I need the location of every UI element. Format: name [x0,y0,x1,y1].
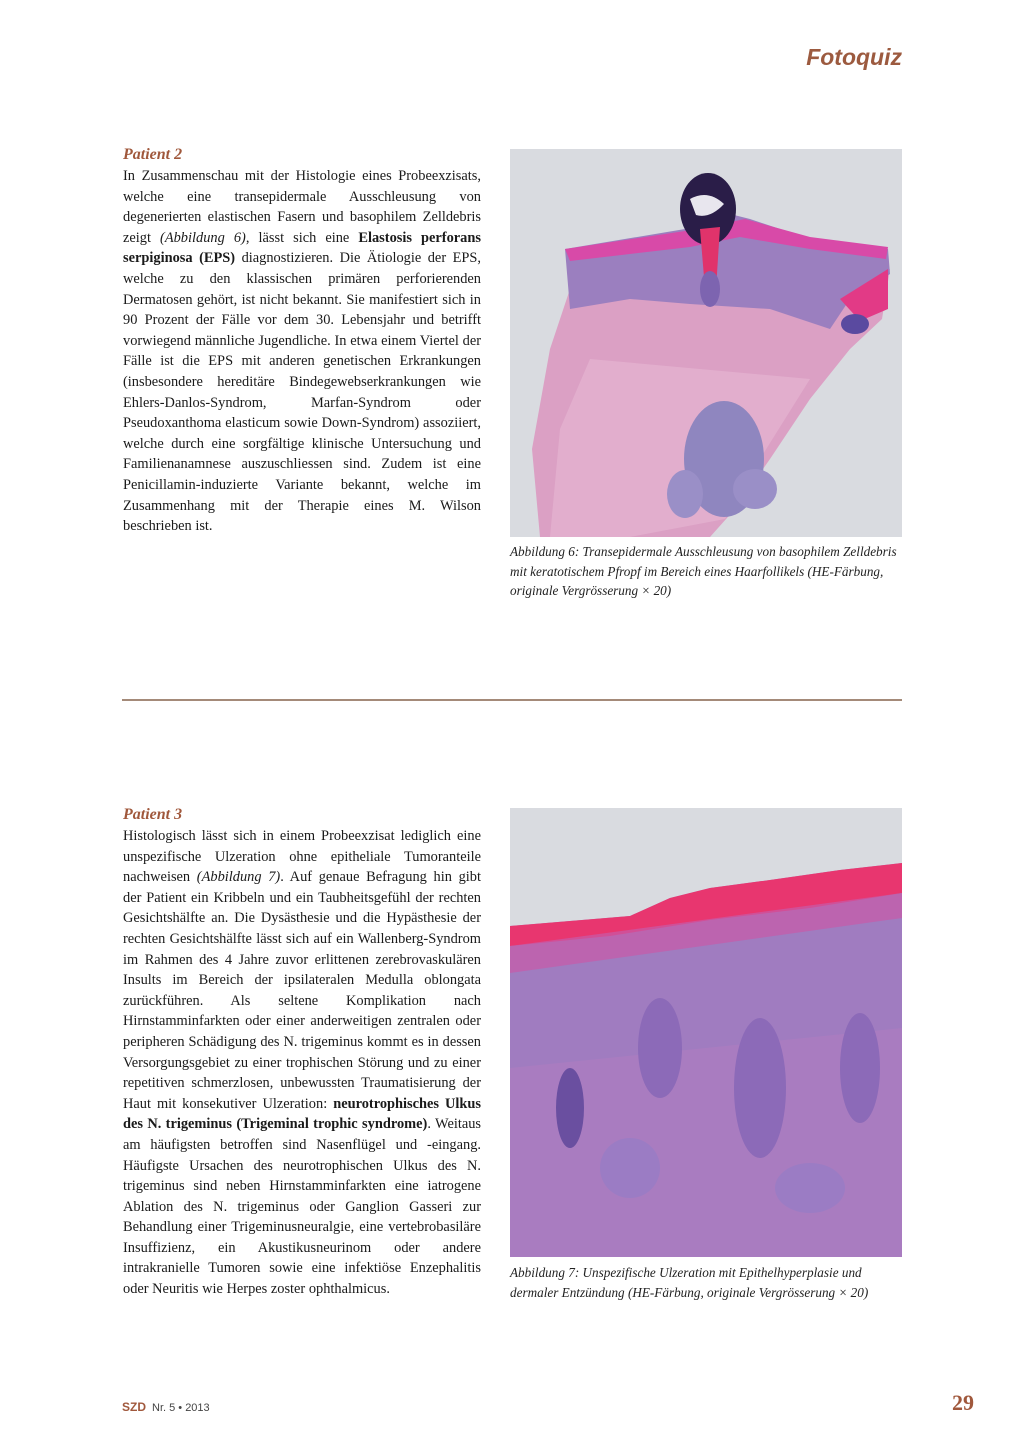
section-title: Fotoquiz [806,44,902,70]
figure-7-caption: Abbildung 7: Unspezifische Ulzeration mit Epithelhyperplasie und dermaler Entzündung (HE-Färbung, originale Vergrösserung × 20) [510,1265,869,1300]
diagnosis-trigeminal-trophic-syndrome: neurotrophisches Ulkus des N. trigeminus (Trigeminal trophic syndrome) [123,1095,481,1133]
diagnosis-eps: Elastosis perforans serpiginosa (EPS) [123,229,481,267]
figure-7-histology-image [510,808,902,1257]
page-number: 29 [952,1390,974,1415]
figure-6-caption: Abbildung 6: Transepidermale Ausschleusung von basophilem Zelldebris mit keratotischem Pfropf im Bereich eines Haarfollikels (HE-Färbung, originale Vergrösserung × 20) [510,544,897,599]
issue-number: Nr. 5 • 2013 [152,1402,210,1414]
patient-2-text-part-3: diagnostizieren. Die Ätiologie der EPS, welche zu den klassischen primären perforierenden Dermatosen gehört, ist nicht bekannt. Sie manifestiert sich in 90 Prozent der Fälle vor dem 30. Lebensjahr und betrifft vorwiegend männliche Jugendliche. In etwa einem Viertel der Fälle ist die EPS mit anderen genetischen Erkrankungen (insbesondere hereditäre Bindegewebserkrankungen wie Ehlers-Danlos-Syndrom, Marfan-Syndrom oder Pseudoxanthoma elasticum sowie Down-Syndrom) assoziiert, welche durch eine sorgfältige klinische Untersuchung und Familienanamnese auszuschliessen sind. Zudem ist eine Penicillamin-induzierte Variante bekannt, welche im Zusammenhang mit der Therapie eines M. Wilson beschrieben ist. [123,250,482,535]
patient-2-text-part-1: In Zusammenschau mit der Histologie eines Probeexzisats, welche eine transepidermale Ausschleusung von degenerierten elastischen Fasern und basophilem Zelldebris zeigt [123,168,481,246]
section-divider [122,699,902,701]
patient-3-heading: Patient 3 [123,806,183,823]
patient-2-text-part-2: , lässt sich eine [245,229,359,246]
patient-2-text [123,166,481,537]
journal-name: SZD [122,1400,146,1414]
patient-3-text-part-3: . Weitaus am häufigsten betroffen sind Nasenflügel und -eingang. Häufigste Ursachen des neurotrophischen Ulkus des N. trigeminus sind neben Hirnstamminfarkten eine iatrogene Ablation des N. trigeminus oder Ganglion Gasseri zur Behandlung einer Trigeminusneuralgie, eine vertebrobasiläre Insuffizienz, ein Akustikusneurinom oder andere intrakranielle Tumoren sowie eine infektiöse Enzephalitis oder Neuritis wie Herpes zoster ophthalmicus. [123,1116,482,1298]
figure-6-histology-image [510,149,902,537]
patient-3-text-part-1: Histologisch lässt sich in einem Probeexzisat lediglich eine unspezifische Ulzeration ohne epitheliale Tumoranteile nachweisen [123,828,481,886]
patient-3-text [123,826,481,1300]
footer [122,1400,210,1414]
figure-6-reference: (Abbildung 6) [160,229,246,246]
figure-7-reference: (Abbildung 7) [196,869,281,886]
patient-3-text-part-2: . Auf genaue Befragung hin gibt der Patient ein Kribbeln und ein Taubheitsgefühl der rechten Gesichtshälfte an. Die Dysästhesie und die Hypästhesie der rechten Gesichtshälfte lässt sich auf ein Wallenberg-Syndrom im Rahmen des 4 Jahre zuvor erlittenen zerebrovaskulären Insults im Bereich der ipsilateralen Medulla oblongata zurückführen. Als seltene Komplikation nach Hirnstamminfarkten oder einer anderweitigen zentralen oder peripheren Schädigung des N. trigeminus kommt es in dessen Versorgungsgebiet zu einer trophischen Störung und zu einer repetitiven schmerzlosen, unbewussten Traumatisierung der Haut mit konsekutiver Ulzeration: [123,869,481,1112]
patient-2-heading: Patient 2 [123,146,183,163]
